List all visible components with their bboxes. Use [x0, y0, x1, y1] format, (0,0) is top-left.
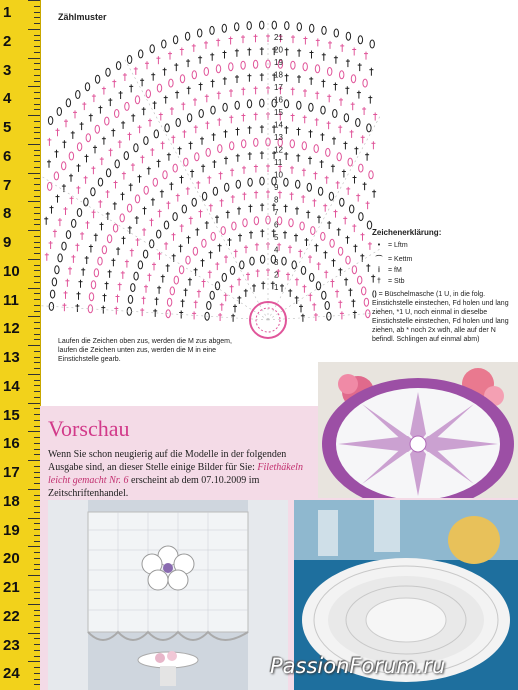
- stitch-cluster: [165, 124, 169, 132]
- ruler-tick: [34, 12, 40, 13]
- ruler: [0, 0, 41, 690]
- crochet-chart: [40, 20, 380, 360]
- ruler-number: 24: [3, 665, 20, 683]
- stitch-cluster: [76, 91, 80, 99]
- legend-label: = fM: [388, 266, 402, 274]
- ruler-number: 2: [3, 32, 12, 50]
- chart-spoke: [40, 159, 268, 320]
- row-number: 4: [274, 245, 279, 255]
- stitch-cluster: [77, 143, 81, 151]
- legend-symbol: (): [372, 291, 377, 298]
- ruler-tick: [34, 368, 40, 369]
- stitch-cluster: [162, 40, 166, 48]
- ruler-number: 5: [3, 119, 12, 136]
- row-number: 20: [274, 45, 283, 55]
- ruler-tick: [28, 115, 40, 116]
- ruler-tick: [28, 29, 40, 30]
- stitch-cluster: [193, 247, 197, 255]
- stitch-cluster: [356, 119, 360, 127]
- stitch-cluster: [91, 281, 95, 289]
- stitch-cluster: [318, 187, 322, 195]
- stitch-cluster: [223, 103, 227, 111]
- legend-label: = Kettm: [388, 255, 413, 263]
- stitch-cluster: [329, 192, 333, 200]
- stitch-cluster: [284, 100, 288, 108]
- stitch-cluster: [184, 158, 188, 166]
- ruler-tick: [34, 385, 40, 386]
- stitch-cluster: [346, 32, 350, 40]
- stitch-cluster: [102, 246, 106, 254]
- stitch-cluster: [215, 282, 219, 290]
- ruler-number: 17: [3, 464, 20, 481]
- stitch-cluster: [128, 295, 132, 303]
- curtain-photo: [48, 500, 288, 690]
- ruler-tick: [28, 86, 40, 87]
- stitch-cluster: [316, 282, 320, 290]
- stitch-cluster: [296, 180, 300, 188]
- stitch-cluster: [127, 56, 131, 64]
- row-number: 15: [274, 108, 283, 117]
- stitch-cluster: [106, 68, 110, 76]
- ruler-tick: [28, 316, 40, 317]
- stitch-cluster: [54, 172, 58, 180]
- ruler-tick: [34, 391, 40, 392]
- stitch-cluster: [260, 21, 264, 29]
- stitch-cluster: [198, 29, 202, 37]
- row-number: 9: [274, 183, 279, 192]
- stitch-cluster: [321, 106, 325, 114]
- stitch-cluster: [321, 232, 325, 240]
- stitch-cluster: [134, 144, 138, 152]
- stitch-cluster: [139, 50, 143, 58]
- row-number: 19: [274, 58, 283, 67]
- stitch-cluster: [211, 106, 215, 114]
- stitch-cluster: [351, 75, 355, 83]
- legend-description: [372, 290, 512, 344]
- stitch-cluster: [135, 195, 139, 203]
- row-number: 17: [274, 83, 283, 92]
- legend-label: = Stb: [388, 278, 405, 285]
- stitch-cluster: [124, 152, 128, 160]
- stitch-cluster: [369, 171, 373, 179]
- ruler-tick: [28, 489, 40, 490]
- stitch-cluster: [57, 108, 61, 116]
- stitch-cluster: [229, 63, 233, 71]
- doily-star-photo: [318, 362, 518, 498]
- stitch-cluster: [94, 269, 98, 277]
- stitch-cluster: [290, 140, 294, 148]
- stitch-cluster: [146, 90, 150, 98]
- ruler-number: 9: [3, 234, 12, 251]
- row-number: 6: [274, 220, 279, 230]
- ruler-number: 13: [3, 349, 20, 366]
- stitch-cluster: [350, 205, 354, 213]
- preview-text-before: Wenn Sie schon neugierig auf die Modelle in der folgenden Ausgabe sind, an dieser Stelle einige Bilder für Sie:: [48, 449, 287, 473]
- stitch-cluster: [131, 284, 135, 292]
- ruler-tick: [34, 380, 40, 381]
- stitch-cluster: [242, 140, 246, 148]
- stitch-cluster: [292, 261, 296, 269]
- row-number: 18: [274, 70, 283, 80]
- stitch-cluster: [127, 204, 131, 212]
- stitch-cluster: [202, 192, 206, 200]
- stitch-cluster: [206, 148, 210, 156]
- ruler-number: 10: [3, 262, 20, 280]
- stitch-cluster: [337, 153, 341, 161]
- stitch-cluster: [192, 198, 196, 206]
- stitch-cluster: [363, 79, 367, 87]
- ruler-tick: [28, 604, 40, 605]
- ruler-tick: [28, 0, 40, 1]
- legend-symbol: ⅰ: [378, 267, 380, 274]
- stitch-cluster: [344, 114, 348, 122]
- ruler-number: 21: [3, 579, 20, 596]
- preview-title: Vorschau: [48, 416, 130, 441]
- stitch-cluster: [358, 36, 362, 44]
- stitch-cluster: [297, 23, 301, 31]
- stitch-cluster: [213, 187, 217, 195]
- stitch-cluster: [52, 278, 56, 286]
- stitch-cluster: [169, 79, 173, 87]
- stitch-cluster: [254, 217, 258, 225]
- stitch-cluster: [301, 266, 305, 274]
- stitch-cluster: [241, 61, 245, 69]
- legend-title: Zeichenerklärung:: [372, 228, 442, 237]
- row-number: 2: [274, 270, 279, 280]
- stitch-cluster: [173, 164, 177, 172]
- stitch-cluster: [210, 291, 214, 299]
- row-number: 11: [274, 158, 283, 167]
- legend-label: = Lftm: [388, 242, 408, 249]
- row-number: 14: [274, 120, 283, 130]
- stitch-cluster: [284, 178, 288, 186]
- stitch-cluster: [120, 214, 124, 222]
- stitch-cluster: [243, 219, 247, 227]
- stitch-cluster: [311, 227, 315, 235]
- legend-item-stb: [374, 278, 405, 285]
- row-number: 3: [274, 258, 279, 267]
- ruler-tick: [28, 345, 40, 346]
- legend-symbol: ⌒: [375, 256, 383, 263]
- ruler-tick: [28, 661, 40, 662]
- stitch-cluster: [346, 256, 350, 264]
- stitch-cluster: [232, 222, 236, 230]
- stitch-cluster: [89, 293, 93, 301]
- stitch-cluster: [173, 213, 177, 221]
- ruler-number: 3: [3, 61, 12, 79]
- stitch-cluster: [115, 110, 119, 118]
- stitch-cluster: [314, 145, 318, 153]
- stitch-cluster: [216, 65, 220, 73]
- stitch-cluster: [116, 62, 120, 70]
- stitch-cluster: [95, 125, 99, 133]
- chart-title: Zählmuster: [58, 12, 107, 22]
- stitch-cluster: [182, 205, 186, 213]
- stitch-cluster: [72, 219, 76, 227]
- stitch-cluster: [326, 148, 330, 156]
- stitch-cluster: [322, 26, 326, 34]
- stitch-cluster: [300, 222, 304, 230]
- ruler-tick: [28, 259, 40, 260]
- stitch-cluster: [302, 142, 306, 150]
- stitch-cluster: [150, 45, 154, 53]
- stitch-cluster: [48, 182, 52, 190]
- ruler-tick: [28, 546, 40, 547]
- stitch-cluster: [260, 177, 264, 185]
- stitch-cluster: [340, 71, 344, 79]
- stitch-cluster: [163, 171, 167, 179]
- stitch-cluster: [322, 291, 326, 299]
- ruler-tick: [28, 633, 40, 634]
- row-number: 12: [274, 145, 283, 155]
- stitch-cluster: [66, 231, 70, 239]
- stitch-cluster: [204, 68, 208, 76]
- stitch-cluster: [125, 102, 129, 110]
- stitch-cluster: [225, 183, 229, 191]
- stitch-cluster: [202, 239, 206, 247]
- chart-note: Laufen die Zeichen oben zus, werden die M zus abgem, laufen die Zeichen unten zus, werden die M in eine Einstichstelle gearb.: [58, 338, 232, 363]
- row-number: 10: [274, 170, 283, 180]
- stitch-cluster: [367, 124, 371, 132]
- stitch-cluster: [107, 235, 111, 243]
- chart-spoke: [268, 57, 380, 320]
- ruler-tick: [28, 575, 40, 576]
- ruler-tick: [28, 173, 40, 174]
- stitch-cluster: [222, 273, 226, 281]
- stitch-cluster: [334, 29, 338, 37]
- stitch-cluster: [62, 162, 66, 170]
- stitch-cluster: [309, 103, 313, 111]
- ruler-tick: [34, 17, 40, 18]
- stitch-cluster: [170, 287, 174, 295]
- stitch-cluster: [50, 290, 54, 298]
- stitch-cluster: [330, 239, 334, 247]
- ruler-tick: [28, 518, 40, 519]
- legend-item-kettm: [374, 254, 412, 264]
- stitch-cluster: [199, 110, 203, 118]
- stitch-cluster: [221, 227, 225, 235]
- stitch-cluster: [291, 61, 295, 69]
- stitch-cluster: [207, 302, 211, 310]
- preview-text: [48, 448, 308, 500]
- ruler-number: 16: [3, 435, 20, 453]
- stitch-cluster: [58, 254, 62, 262]
- stitch-cluster: [352, 266, 356, 274]
- stitch-cluster: [62, 242, 66, 250]
- stitch-cluster: [138, 261, 142, 269]
- stitch-cluster: [370, 40, 374, 48]
- row-number: 21: [274, 33, 283, 42]
- ruler-tick: [28, 374, 40, 375]
- stitch-cluster: [310, 273, 314, 281]
- stitch-cluster: [157, 84, 161, 92]
- stitch-cluster: [230, 266, 234, 274]
- ruler-tick: [28, 460, 40, 461]
- ruler-number: 4: [3, 90, 12, 108]
- stitch-cluster: [272, 21, 276, 29]
- stitch-cluster: [195, 153, 199, 161]
- stitch-cluster: [154, 130, 158, 138]
- stitch-cluster: [297, 101, 301, 109]
- row-number: 1: [274, 283, 279, 292]
- stitch-cluster: [240, 261, 244, 269]
- stitch-cluster: [173, 36, 177, 44]
- row-number: 13: [274, 133, 283, 142]
- ruler-tick: [34, 397, 40, 398]
- ruler-tick: [28, 201, 40, 202]
- row-number: 16: [274, 95, 283, 105]
- ruler-number: 1: [3, 4, 12, 21]
- ruler-number: 11: [3, 291, 19, 309]
- stitch-cluster: [135, 96, 139, 104]
- stitch-cluster: [134, 272, 138, 280]
- stitch-cluster: [179, 266, 183, 274]
- stitch-cluster: [303, 63, 307, 71]
- ruler-tick: [34, 6, 40, 7]
- stitch-cluster: [325, 302, 329, 310]
- row-number: 8: [274, 195, 279, 205]
- stitch-cluster: [235, 23, 239, 31]
- stitch-cluster: [289, 219, 293, 227]
- stitch-cluster: [69, 152, 73, 160]
- ruler-number: 8: [3, 205, 12, 223]
- ruler-tick: [28, 288, 40, 289]
- stitch-cluster: [210, 26, 214, 34]
- row-number: 7: [274, 208, 279, 217]
- stitch-cluster: [180, 75, 184, 83]
- legend-item-fm: [374, 266, 402, 274]
- stitch-cluster: [86, 134, 90, 142]
- stitch-cluster: [150, 240, 154, 248]
- stitch-cluster: [358, 276, 362, 284]
- ruler-tick: [28, 431, 40, 432]
- stitch-cluster: [106, 169, 110, 177]
- stitch-cluster: [235, 101, 239, 109]
- stitch-cluster: [153, 178, 157, 186]
- stitch-cluster: [113, 224, 117, 232]
- stitch-cluster: [260, 99, 264, 107]
- stitch-cluster: [359, 164, 363, 172]
- stitch-cluster: [98, 257, 102, 265]
- stitch-cluster: [143, 250, 147, 258]
- stitch-cluster: [315, 65, 319, 73]
- stitch-cluster: [176, 119, 180, 127]
- ruler-number: 23: [3, 636, 20, 654]
- ruler-number: 20: [3, 550, 20, 568]
- preview-magazine-title: Filethäkeln leicht gemacht Nr. 6: [48, 462, 303, 486]
- stitch-cluster: [230, 142, 234, 150]
- ruler-number: 12: [3, 320, 20, 338]
- stitch-cluster: [187, 114, 191, 122]
- stitch-cluster: [48, 117, 52, 125]
- ruler-tick: [28, 144, 40, 145]
- ruler-number: 18: [3, 492, 20, 510]
- legend-description-text: = Büschelmasche (1 U, in die folg. Einstichstelle einstechen, Fd holen und lang ziehen, *1 U, noch einmal in dieselbe Einstichstelle einstechen, Fd holen und lang ziehen, ab * noch 2x wdh, alle auf der N befindl. Schlingen auf einmal abm): [372, 291, 509, 343]
- ruler-number: 15: [3, 406, 20, 424]
- stitch-cluster: [164, 221, 168, 229]
- stitch-cluster: [185, 32, 189, 40]
- stitch-cluster: [333, 110, 337, 118]
- stitch-cluster: [222, 24, 226, 32]
- stitch-cluster: [174, 276, 178, 284]
- ruler-tick: [28, 403, 40, 404]
- stitch-cluster: [115, 160, 119, 168]
- chart-spoke: [124, 57, 269, 320]
- ruler-tick: [34, 362, 40, 363]
- stitch-cluster: [253, 60, 257, 68]
- stitch-cluster: [254, 138, 258, 146]
- ruler-number: 22: [3, 607, 20, 625]
- stitch-cluster: [95, 75, 99, 83]
- ruler-number: 6: [3, 147, 12, 165]
- stitch-cluster: [144, 186, 148, 194]
- preview-text-after: erscheint ab dem 07.10.2009 im Zeitschriftenhandel.: [48, 475, 260, 499]
- stitch-cluster: [91, 188, 95, 196]
- legend-item-lftm: [374, 242, 408, 249]
- stitch-cluster: [310, 24, 314, 32]
- legend-symbol: •: [377, 242, 381, 249]
- stitch-cluster: [247, 22, 251, 30]
- stitch-cluster: [260, 255, 264, 263]
- stitch-cluster: [167, 298, 171, 306]
- stitch-cluster: [186, 256, 190, 264]
- ruler-number: 7: [3, 176, 12, 194]
- stitch-cluster: [77, 209, 81, 217]
- stitch-cluster: [236, 180, 240, 188]
- stitch-cluster: [98, 178, 102, 186]
- ruler-number: 14: [3, 377, 20, 395]
- row-number: 5: [274, 233, 279, 242]
- stitch-cluster: [218, 145, 222, 153]
- stitch-cluster: [85, 83, 89, 91]
- stitch-cluster: [105, 117, 109, 125]
- stitch-cluster: [340, 198, 344, 206]
- stitch-cluster: [66, 99, 70, 107]
- ruler-tick: [28, 230, 40, 231]
- stitch-cluster: [250, 257, 254, 265]
- watermark: PassionForum.ru: [270, 654, 446, 678]
- stitch-cluster: [338, 247, 342, 255]
- stitch-cluster: [282, 257, 286, 265]
- stitch-cluster: [144, 137, 148, 145]
- stitch-cluster: [248, 178, 252, 186]
- stitch-cluster: [307, 183, 311, 191]
- stitch-cluster: [192, 71, 196, 79]
- stitch-cluster: [359, 213, 363, 221]
- ruler-number: 19: [3, 521, 20, 539]
- stitch-cluster: [362, 287, 366, 295]
- stitch-cluster: [211, 232, 215, 240]
- stitch-cluster: [348, 158, 352, 166]
- stitch-cluster: [364, 298, 368, 306]
- stitch-cluster: [55, 266, 59, 274]
- stitch-cluster: [247, 100, 251, 108]
- stitch-cluster: [328, 68, 332, 76]
- stitch-cluster: [157, 230, 161, 238]
- ruler-tick: [28, 58, 40, 59]
- legend-symbol: †: [377, 278, 381, 285]
- stitch-cluster: [285, 22, 289, 30]
